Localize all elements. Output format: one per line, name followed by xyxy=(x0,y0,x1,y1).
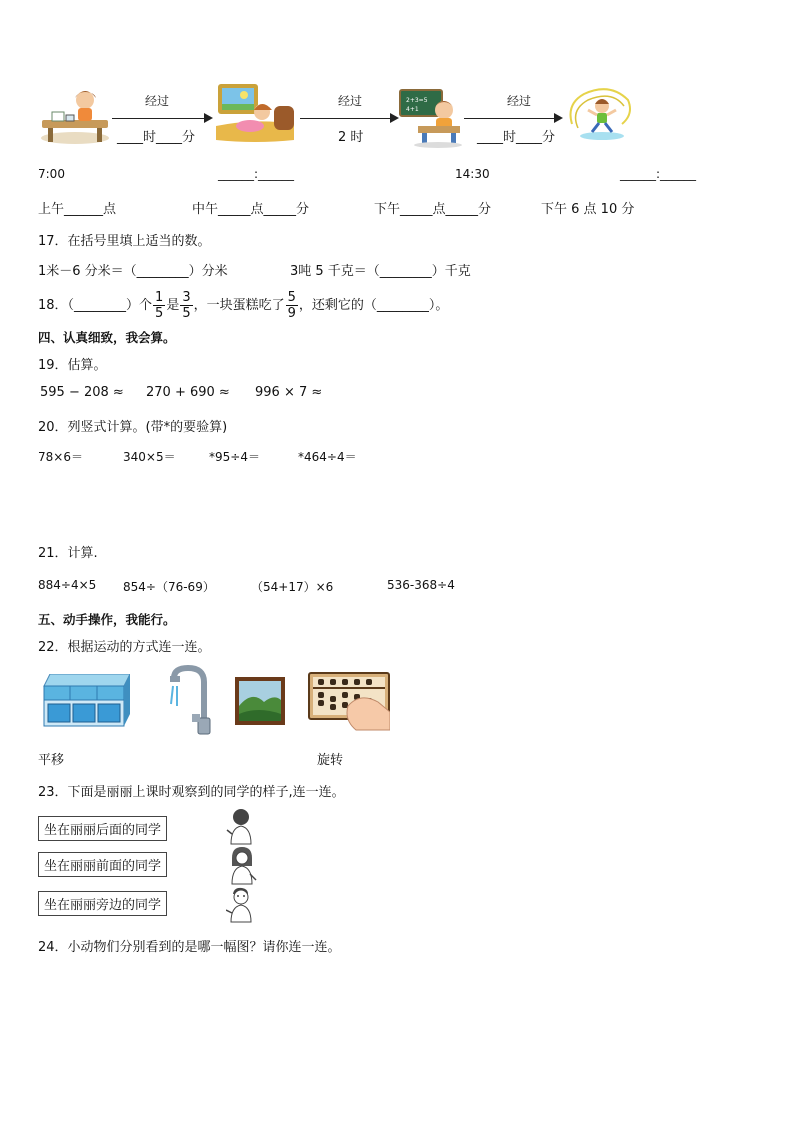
q19-item-3: 996 × 7 ≈ xyxy=(255,385,323,400)
period-afternoon: 下午_____点_____分 xyxy=(374,202,492,217)
svg-text:4+1: 4+1 xyxy=(406,106,419,113)
faucet-illustration xyxy=(164,664,216,738)
arrow1-line xyxy=(112,118,206,119)
q23-box-behind: 坐在丽丽后面的同学 xyxy=(38,816,167,841)
q18-fraction-2: $\frac{3}{5}$ xyxy=(182,290,191,321)
q18-fraction-3: $\frac{5}{9}$ xyxy=(287,290,296,321)
arrow3-top-label: 经过 xyxy=(507,94,532,108)
period-noon: 中午_____点_____分 xyxy=(192,202,310,217)
section5-heading: 五、动手操作，我能行。 xyxy=(38,612,176,627)
q18-line xyxy=(38,287,448,325)
q22-label-translate: 平移 xyxy=(38,753,65,768)
q22-label-rotate: 旋转 xyxy=(317,753,344,768)
time-start: 7:00 xyxy=(38,167,65,181)
arrow1-top-label: 经过 xyxy=(145,94,170,108)
period-morning: 上午______点 xyxy=(38,202,117,217)
q20-item-2: 340×5＝ xyxy=(123,450,176,464)
student-front-view-illustration xyxy=(226,846,258,886)
q22-title: 22．根据运动的方式连一连。 xyxy=(38,640,211,655)
q23-box-side: 坐在丽丽旁边的同学 xyxy=(38,891,167,916)
q23-box-front: 坐在丽丽前面的同学 xyxy=(38,852,167,877)
q21-item-3: （54+17）×6 xyxy=(251,580,334,594)
arrow3-line xyxy=(464,118,556,119)
q17-item2: 3吨 5 千克＝（________）千克 xyxy=(290,264,471,279)
q19-item-1: 595 − 208 ≈ xyxy=(40,385,124,400)
q24-title: 24．小动物们分别看到的是哪一幅图？请你连一连。 xyxy=(38,940,341,955)
period-evening: 下午 6 点 10 分 xyxy=(541,202,635,217)
q21-item-4: 536-368÷4 xyxy=(387,578,455,592)
exercise-illustration xyxy=(562,84,638,144)
q18-prefix: 18．（________）个 xyxy=(38,298,153,313)
q21-item-2: 854÷（76-69） xyxy=(123,580,215,594)
breakfast-illustration xyxy=(38,86,112,148)
arrow1-bottom-label: ____时____分 xyxy=(117,130,196,145)
arrow1-head xyxy=(204,113,213,123)
q21-item-1: 884÷4×5 xyxy=(38,578,97,592)
resting-sofa-illustration xyxy=(214,82,298,148)
arrow2-line xyxy=(300,118,392,119)
q17-item1: 1米－6 分米＝（________）分米 xyxy=(38,264,228,279)
time-blank-2: ______:______ xyxy=(620,167,697,181)
framed-picture-illustration xyxy=(234,676,286,726)
q23-title: 23．下面是丽丽上课时观察到的同学的样子,连一连。 xyxy=(38,785,345,800)
abacus-illustration xyxy=(308,672,390,732)
student-back-view-illustration xyxy=(226,808,256,846)
q18-middle: ，一块蛋糕吃了 xyxy=(193,298,285,313)
time-afternoon: 14:30 xyxy=(455,167,490,181)
q20-title: 20．列竖式计算。(带*的要验算) xyxy=(38,420,228,435)
q18-fraction-1: $\frac{1}{5}$ xyxy=(155,290,164,321)
q20-item-4: *464÷4＝ xyxy=(298,450,357,464)
q18-is: 是 xyxy=(166,298,180,313)
arrow2-top-label: 经过 xyxy=(338,94,363,108)
q19-title: 19．估算。 xyxy=(38,358,107,373)
arrow3-bottom-label: ____时____分 xyxy=(477,130,556,145)
q20-item-1: 78×6＝ xyxy=(38,450,83,464)
q17-title: 17．在括号里填上适当的数。 xyxy=(38,234,211,249)
time-blank-1: ______:______ xyxy=(218,167,295,181)
arrow2-bottom-label: 2 时 xyxy=(338,130,364,145)
classroom-illustration xyxy=(398,88,464,148)
q19-item-2: 270 + 690 ≈ xyxy=(146,385,230,400)
q21-title: 21．计算. xyxy=(38,546,98,561)
q18-suffix: ，还剩它的（________）。 xyxy=(298,298,449,313)
student-side-view-illustration xyxy=(226,886,256,924)
q20-item-3: *95÷4＝ xyxy=(209,450,260,464)
svg-text:2+3=5: 2+3=5 xyxy=(406,97,428,104)
section4-heading: 四、认真细致，我会算。 xyxy=(38,330,176,345)
drawer-cabinet-illustration xyxy=(42,674,130,728)
